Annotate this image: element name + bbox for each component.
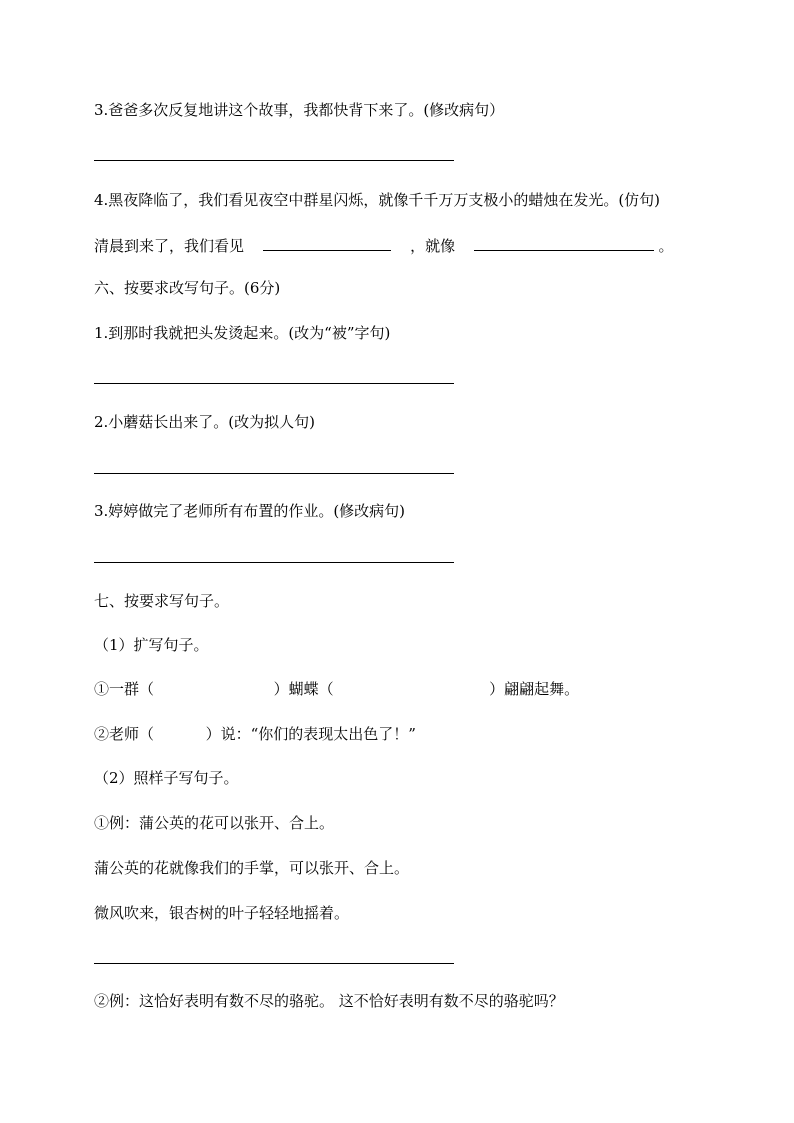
example-1-answer: 蒲公英的花就像我们的手掌，可以张开、合上。 <box>94 859 410 877</box>
section-7-sub1-title: （1）扩写句子。 <box>94 636 209 654</box>
section-7-title: 七、按要求写句子。 <box>94 592 230 610</box>
answer-line-6-3[interactable] <box>94 562 454 563</box>
section-6-item-1: 1.到那时我就把头发烫起来。(改为“被”字句) <box>94 324 391 342</box>
answer-line-q3[interactable] <box>94 160 454 161</box>
expand-1-part-c: ）翩翩起舞。 <box>489 680 580 698</box>
answer-line-6-1[interactable] <box>94 383 454 384</box>
answer-line-6-2[interactable] <box>94 473 454 474</box>
blank-like[interactable] <box>474 234 654 251</box>
example-2: ②例：这恰好表明有数不尽的骆驼。 这不恰好表明有数不尽的骆驼吗？ <box>94 992 564 1010</box>
template-part-1: 清晨到来了，我们看见 <box>94 237 245 255</box>
section-7-sub2-title: （2）照样子写句子。 <box>94 769 239 787</box>
section-6-item-2: 2.小蘑菇长出来了。(改为拟人句) <box>94 413 316 431</box>
template-part-3: 。 <box>658 237 674 255</box>
section-6-title: 六、按要求改写句子。(6分) <box>94 279 281 297</box>
expand-item-1 <box>94 679 579 699</box>
answer-line-example-1[interactable] <box>94 963 454 964</box>
example-1: ①例：蒲公英的花可以张开、合上。 <box>94 814 335 832</box>
example-1-task: 微风吹来，银杏树的叶子轻轻地摇着。 <box>94 904 350 922</box>
expand-1-part-b: ）蝴蝶（ <box>273 680 334 698</box>
question-4-imitate: 4.黑夜降临了，我们看见夜空中群星闪烁，就像千千万万支极小的蜡烛在发光。(仿句) <box>94 191 661 209</box>
expand-2-part-a: ②老师（ <box>94 725 155 743</box>
blank-see[interactable] <box>263 234 391 251</box>
expand-item-2 <box>94 724 416 744</box>
expand-1-part-a: ①一群（ <box>94 680 155 698</box>
template-part-2: ，就像 <box>410 237 456 255</box>
question-4-template <box>94 234 674 256</box>
question-3-revise: 3.爸爸多次反复地讲这个故事，我都快背下来了。(修改病句） <box>94 101 505 119</box>
expand-2-part-b: ）说：“你们的表现太出色了！” <box>205 725 416 743</box>
section-6-item-3: 3.婷婷做完了老师所有布置的作业。(修改病句) <box>94 502 406 520</box>
